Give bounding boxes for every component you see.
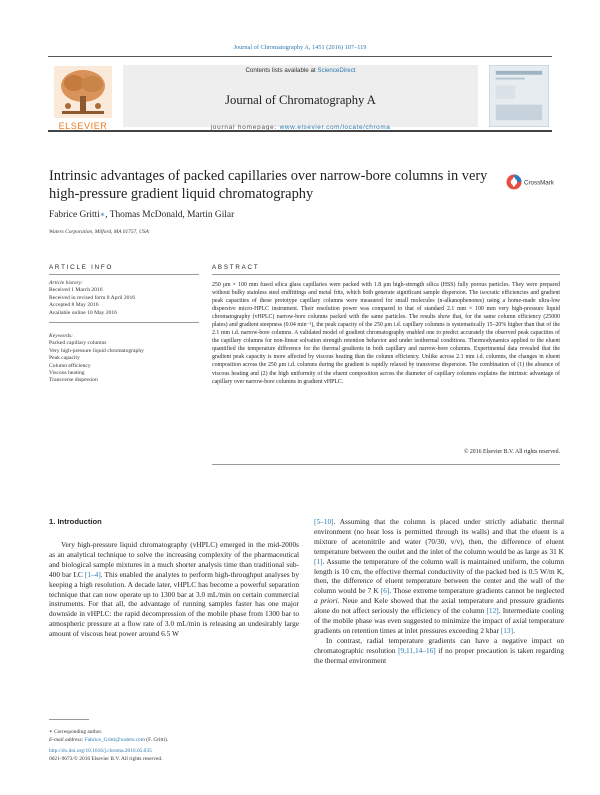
text-run: . [513,625,515,635]
section-heading-introduction: 1. Introduction [49,517,102,526]
email-link[interactable]: Fabrice_Gritti@waters.com [84,736,145,743]
article-history [49,280,199,317]
footnote-separator [49,719,89,720]
article-info-heading: ARTICLE INFO [49,264,114,271]
citation-link[interactable]: [1–4] [84,569,101,579]
article-title: Intrinsic advantages of packed capillaries over narrow-bore columns in very high-pressure gradient liquid chromatography [49,168,488,202]
abstract-text: 250 μm × 100 mm fused silica glass capillaries were packed with 1.8 μm high-strength silica (HSS) fully porous particles. They were prepared without bulky stainless steel endfittings and metal frits, which both generate significant sample dispersion. The isocratic efficiencies and gradient peak capacities of these prototype capillary columns were measured for small molecules (n-alkanophenones) using a home-made ultra-low dispersive micro-HPLC instrument. Their resolution power was compared to that of standard 2.1 mm × 100 mm very high-pressure liquid chromatography (vHPLC) narrow-bore columns packed with the same particles. The results show that, for the same column efficiency (25000 plates) and gradient steepness (0.04 min⁻¹), the peak capacity of the 250 μm i.d. capillary columns is systematically 15–20% higher than that of the 2.1 mm i.d. narrow-bore columns. A validated model of gradient chromatography enabled one to predict accurately the observed peak capacities of the capillary columns for non-linear solvation strength retention behavior and under isothermal conditions. Thermodynamics applied to the eluent quantified the temperature difference for the thermal gradients in both capillary and narrow-bore columns. Experimental data revealed that the gradient peak capacity is more affected by viscous heating than the column efficiency. Unlike across 2.1 mm i.d. columns, the changes in eluent composition across the 250 μm i.d. columns during the gradient is rapidly relaxed by transverse dispersion. The combination of (1) the absence of viscous heating and (2) the high uniformity of the eluent composition across the diameter of capillary columns explains the intrinsic advantage of capillary over narrow-bore columns in gradient vHPLC. [212,282,560,385]
article-info-rule [49,274,199,275]
keyword-item: Column efficiency [49,362,91,369]
text-run: . This enabled the analytes to perform high-throughput analyses by keeping a high resolution. A decade later, vHPLC has become a powerful separation technique that can now operate up to 1300 bar at 3.0 mL/min on certain commercial instruments. For that all, the advantage of running samples faster has one major downside in vHPLC: the rapid decompression of the mobile phase from 1300 bar to atmospheric pressure at a flow rate of 3.0 mL/min is releasing an undesirably large amount of viscous heat power around 6.5 W [49,569,299,639]
history-item: Received 1 March 2016 [49,287,103,294]
history-item: Received in revised form 8 April 2016 [49,294,136,301]
abstract-rule-bottom [212,464,560,465]
abstract-rule-top [212,274,560,275]
footnote-email [49,737,299,745]
body-column-left [49,540,299,639]
keywords [49,333,199,385]
doi-link[interactable]: http://dx.doi.org/10.1016/j.chroma.2016.05.035 [49,748,152,755]
paragraph [314,636,564,666]
crossmark-icon[interactable] [506,172,556,192]
contents-prefix: Contents lists available at [245,67,318,74]
keyword-item: Peak capacity [49,355,80,362]
text-run: . Assume the temperature of the column wall is maintained uniform, the column length is 10 cm, the effective thermal conductivity of the packed bed is 0.5 W/m K, then, the difference of eluent temperature between the center and the wall of the column would be 7 K [314,556,564,596]
italic-run: a priori [314,596,338,606]
journal-title: Journal of Chromatography A [225,93,376,107]
email-label: E-mail address: [49,736,85,743]
footnotes [49,719,299,763]
keywords-rule [49,322,199,323]
text-run: . Those extreme temperature gradients cannot be neglected [389,586,564,596]
citation-link[interactable]: [6] [380,586,390,596]
contents-line [123,67,478,74]
footnote-corresponding: ∗ Corresponding author. [49,729,103,735]
journal-homepage [123,124,478,131]
email-suffix: (F. Gritti). [144,736,169,743]
keyword-item: Very high-pressure liquid chromatography [49,347,144,354]
body-column-right [314,517,564,666]
journal-reference[interactable]: Journal of Chromatography A, 1451 (2016) 107–119 [233,44,367,51]
citation-link[interactable]: [9,11,14–16] [398,645,436,655]
keyword-item: Packed capillary columns [49,340,107,347]
text-run: . Assuming that the column is placed under strictly adiabatic thermal environment (no heat loss is permitted through its walls) and that the eluent is a mixture of acetonitrile and water (70/30, v/v), then, the difference of eluent temperature between the outlet and the inlet of the column would be as large as 31 K [314,517,564,556]
abstract-heading: ABSTRACT [212,264,260,271]
sciencedirect-link[interactable]: ScienceDirect [317,67,356,74]
elsevier-wordmark: ELSEVIER [58,121,108,131]
paragraph [49,540,299,639]
author-list [49,210,234,220]
keyword-item: Viscous heating [49,370,85,377]
citation-link[interactable]: [5–10] [314,517,334,526]
text-run: . Intermediate cooling of the mobile phase was even suggested to minimize the impact of axial temperature gradients on retention times at inlet pressures exceeding 2 kbar [314,606,564,635]
text-run: . Neue and Kele showed that the axial temperature and pressure gradients alone do not affect seriously the efficiency of the column [314,596,564,616]
issn-line: 0021-9673/© 2016 Elsevier B.V. All rights reserved. [49,755,163,762]
history-label: Article history: [49,280,84,286]
history-item: Available online 10 May 2016 [49,309,117,316]
affiliation: Waters Corporation, Milford, MA 01757, USA [49,229,149,235]
abstract-copyright: © 2016 Elsevier B.V. All rights reserved. [463,449,560,455]
citation-link[interactable]: [13] [500,625,514,635]
journal-cover-thumbnail[interactable] [489,65,549,127]
citation-link[interactable]: [1] [314,556,323,566]
history-item: Accepted 8 May 2016 [49,302,99,309]
paragraph [314,517,564,636]
text-run: Very high-pressure liquid chromatography (vHPLC) emerged in the mid-2000s as an analytical technique to solve the increasing complexity of the pharmaceutical and biological sample mixtures in a much shorter analysis time than traditional sub-400 bar LC [49,540,299,579]
citation-link[interactable]: [12] [486,606,499,616]
author-others: , Thomas McDonald, Martin Gilar [105,210,235,220]
elsevier-tree-logo-icon [54,66,112,118]
homepage-label: journal homepage: [210,124,280,131]
corresponding-author-marker[interactable]: ∗ [99,210,106,219]
keyword-item: Transverse dispersion [49,377,98,384]
author-first: Fabrice Gritti [49,210,100,220]
text-run: In contrast, radial temperature gradients can have a negative impact on chromatographic resolution [314,635,564,655]
keywords-label: Keywords: [49,333,74,339]
text-run: if no proper precaution is taken regarding the thermal environment [314,645,565,665]
homepage-link[interactable]: www.elsevier.com/locate/chroma [279,124,391,131]
crossmark-label: CrossMark [524,179,554,187]
